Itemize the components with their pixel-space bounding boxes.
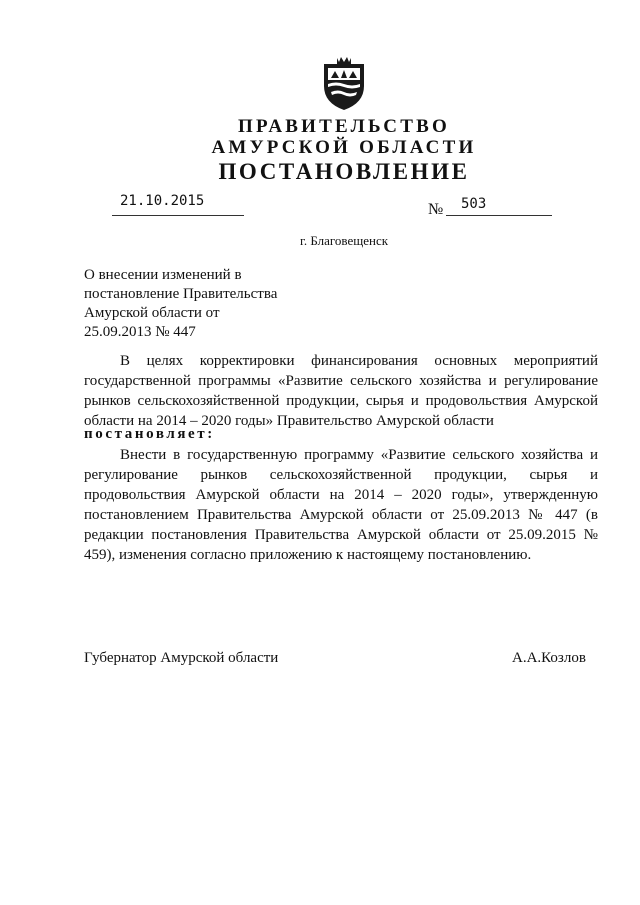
preamble-paragraph: В целях корректировки финансирования основных мероприятий государственной программы «Развитие сельского хозяйства и регулирование рынков сельскохозяйственной продукции, сырья и продовольствия Амурской области на 2014 – 2020 годы» Правительство Амурской области <box>84 353 598 429</box>
city-name: г. Благовещенск <box>299 233 389 248</box>
document-type-title: ПОСТАНОВЛЕНИЕ <box>218 159 470 184</box>
document-number: 503 <box>461 196 487 212</box>
government-title: ПРАВИТЕЛЬСТВО <box>238 116 450 137</box>
subject-line: 25.09.2013 № 447 <box>84 324 196 340</box>
subject-line: О внесении изменений в <box>84 267 242 283</box>
subject-line: Амурской области от <box>84 305 220 321</box>
number-sign: № <box>428 201 444 218</box>
document-date: 21.10.2015 <box>120 193 205 209</box>
date-underline <box>112 215 244 216</box>
number-underline <box>446 215 552 216</box>
region-title: АМУРСКОЙ ОБЛАСТИ <box>211 137 477 158</box>
signatory-position: Губернатор Амурской области <box>84 650 279 666</box>
signatory-name: А.А.Козлов <box>512 650 586 666</box>
coat-of-arms-icon <box>321 56 367 112</box>
document-subject <box>84 266 277 342</box>
decree-word: постановляет: <box>84 426 215 442</box>
subject-line: постановление Правительства <box>84 286 278 302</box>
operative-paragraph: Внести в государственную программу «Развитие сельского хозяйства и регулирование рынков сельскохозяйственной продукции, сырья и продовольствия Амурской области на 2014 – 2020 годы», утвержденную постановлением Правительства Амурской области от 25.09.2013 № 447 (в редакции постановления Правительства Амурской области от 25.09.2015 № 459), изменения согласно приложению к настоящему постановлению. <box>84 447 598 563</box>
